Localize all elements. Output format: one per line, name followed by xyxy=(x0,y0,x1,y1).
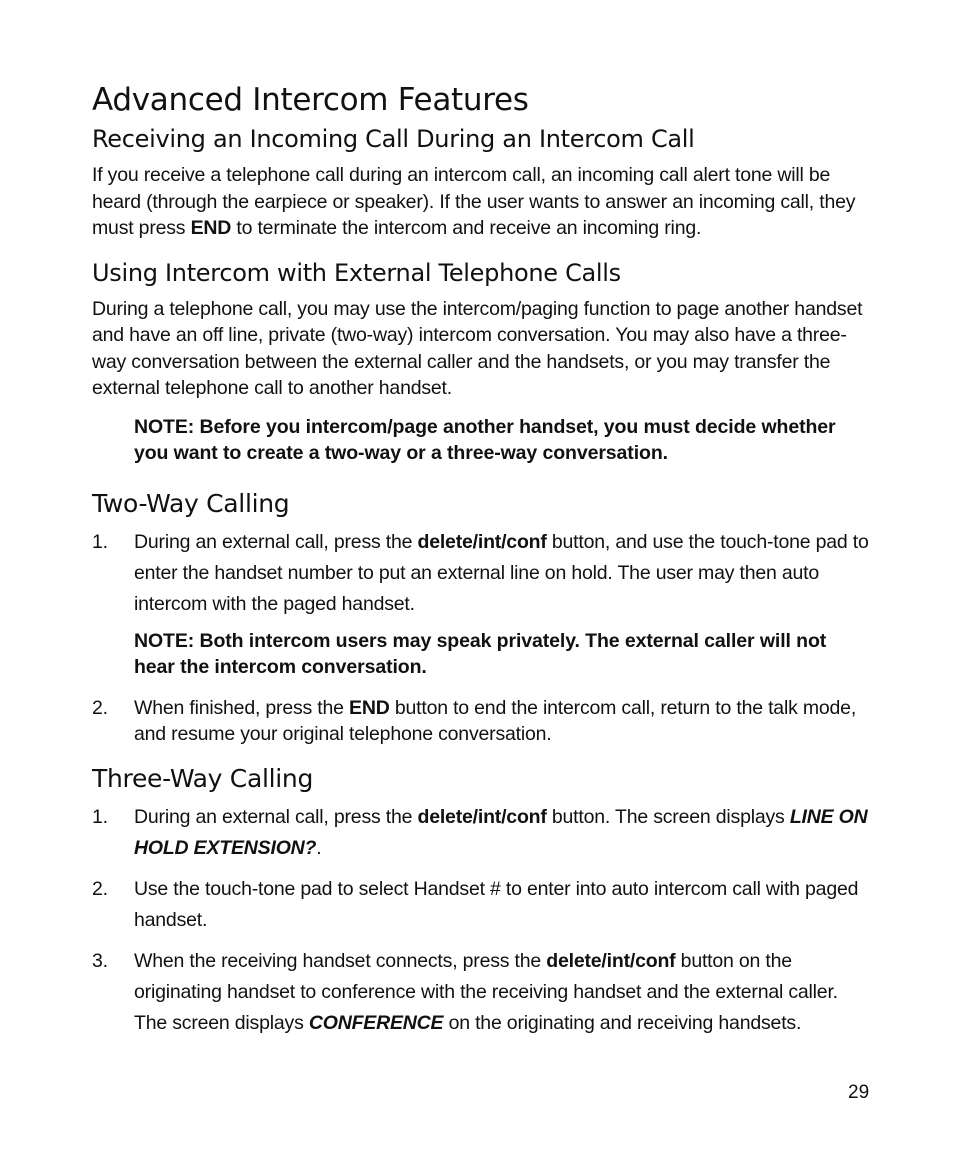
steps-list xyxy=(92,802,872,1039)
list-item xyxy=(92,695,872,748)
steps-list xyxy=(92,695,872,748)
screen-display-text: CONFERENCE xyxy=(308,1011,444,1034)
section-paragraph xyxy=(92,162,872,242)
list-item xyxy=(92,527,872,620)
page-title: Advanced Intercom Features xyxy=(92,82,529,118)
list-item xyxy=(92,802,872,864)
key-label-delete-int-conf: delete/int/conf xyxy=(417,530,547,553)
key-label-delete-int-conf: delete/int/conf xyxy=(417,805,547,828)
text-run: button, and use the touch-tone pad to enter the handset number to put an external line on hold. The user may then auto intercom with the paged handset. xyxy=(134,530,869,615)
section-receiving-call xyxy=(92,124,872,242)
page-number: 29 xyxy=(848,1082,870,1103)
text-run: to terminate the intercom and receive an incoming ring. xyxy=(231,217,702,239)
text-run: When the receiving handset connects, press the xyxy=(134,949,547,972)
note-text: NOTE: Both intercom users may speak privately. The external caller will not hear the intercom conversation. xyxy=(134,629,827,678)
text-run: If you receive a telephone call during an intercom call, an incoming call alert tone will be heard (through the earpiece or speaker). If the user wants to answer an incoming call, they must press xyxy=(92,164,856,239)
section-three-way xyxy=(92,764,872,1039)
text-run: . xyxy=(316,836,322,859)
section-two-way xyxy=(92,489,872,748)
key-label-end: END xyxy=(190,217,232,239)
text-run: Use the touch-tone pad to select Handset # to enter into auto intercom call with paged handset. xyxy=(134,877,859,931)
list-item xyxy=(92,946,872,1039)
step-number: 2. xyxy=(92,696,108,719)
text-run: When finished, press the xyxy=(134,696,350,719)
list-item xyxy=(92,874,872,936)
text-run: During an external call, press the xyxy=(134,530,418,553)
text-run: on the originating and receiving handsets. xyxy=(443,1011,802,1034)
text-run: button. The screen displays xyxy=(546,805,790,828)
step-number: 3. xyxy=(92,949,108,972)
section-paragraph: During a telephone call, you may use the intercom/paging function to page another handset and have an off line, private (two-way) intercom conversation. You may also have a three-way conversation between the external caller and the handsets, or you may transfer the external telephone call to another handset. xyxy=(92,297,863,399)
step-number: 2. xyxy=(92,877,108,900)
section-heading: Three-Way Calling xyxy=(92,763,314,793)
section-external-calls xyxy=(92,258,872,467)
note-text: NOTE: Before you intercom/page another handset, you must decide whether you want to create a two-way or a three-way conversation. xyxy=(134,415,836,464)
key-label-delete-int-conf: delete/int/conf xyxy=(546,949,676,972)
section-heading: Two-Way Calling xyxy=(92,488,290,518)
section-heading: Receiving an Incoming Call During an Intercom Call xyxy=(92,125,695,153)
manual-page xyxy=(92,80,872,1055)
step-number: 1. xyxy=(92,530,108,553)
text-run: button to end the intercom call, return to the talk mode, and resume your original telephone conversation. xyxy=(134,696,857,745)
screen-display-text: LINE ON HOLD EXTENSION? xyxy=(134,805,868,859)
steps-list xyxy=(92,527,872,620)
section-heading: Using Intercom with External Telephone Calls xyxy=(92,258,621,287)
text-run: During an external call, press the xyxy=(134,805,418,828)
text-run: button on the originating handset to conference with the receiving handset and the external caller. The screen displays xyxy=(134,949,838,1034)
key-label-end: END xyxy=(349,696,390,719)
step-number: 1. xyxy=(92,805,108,828)
